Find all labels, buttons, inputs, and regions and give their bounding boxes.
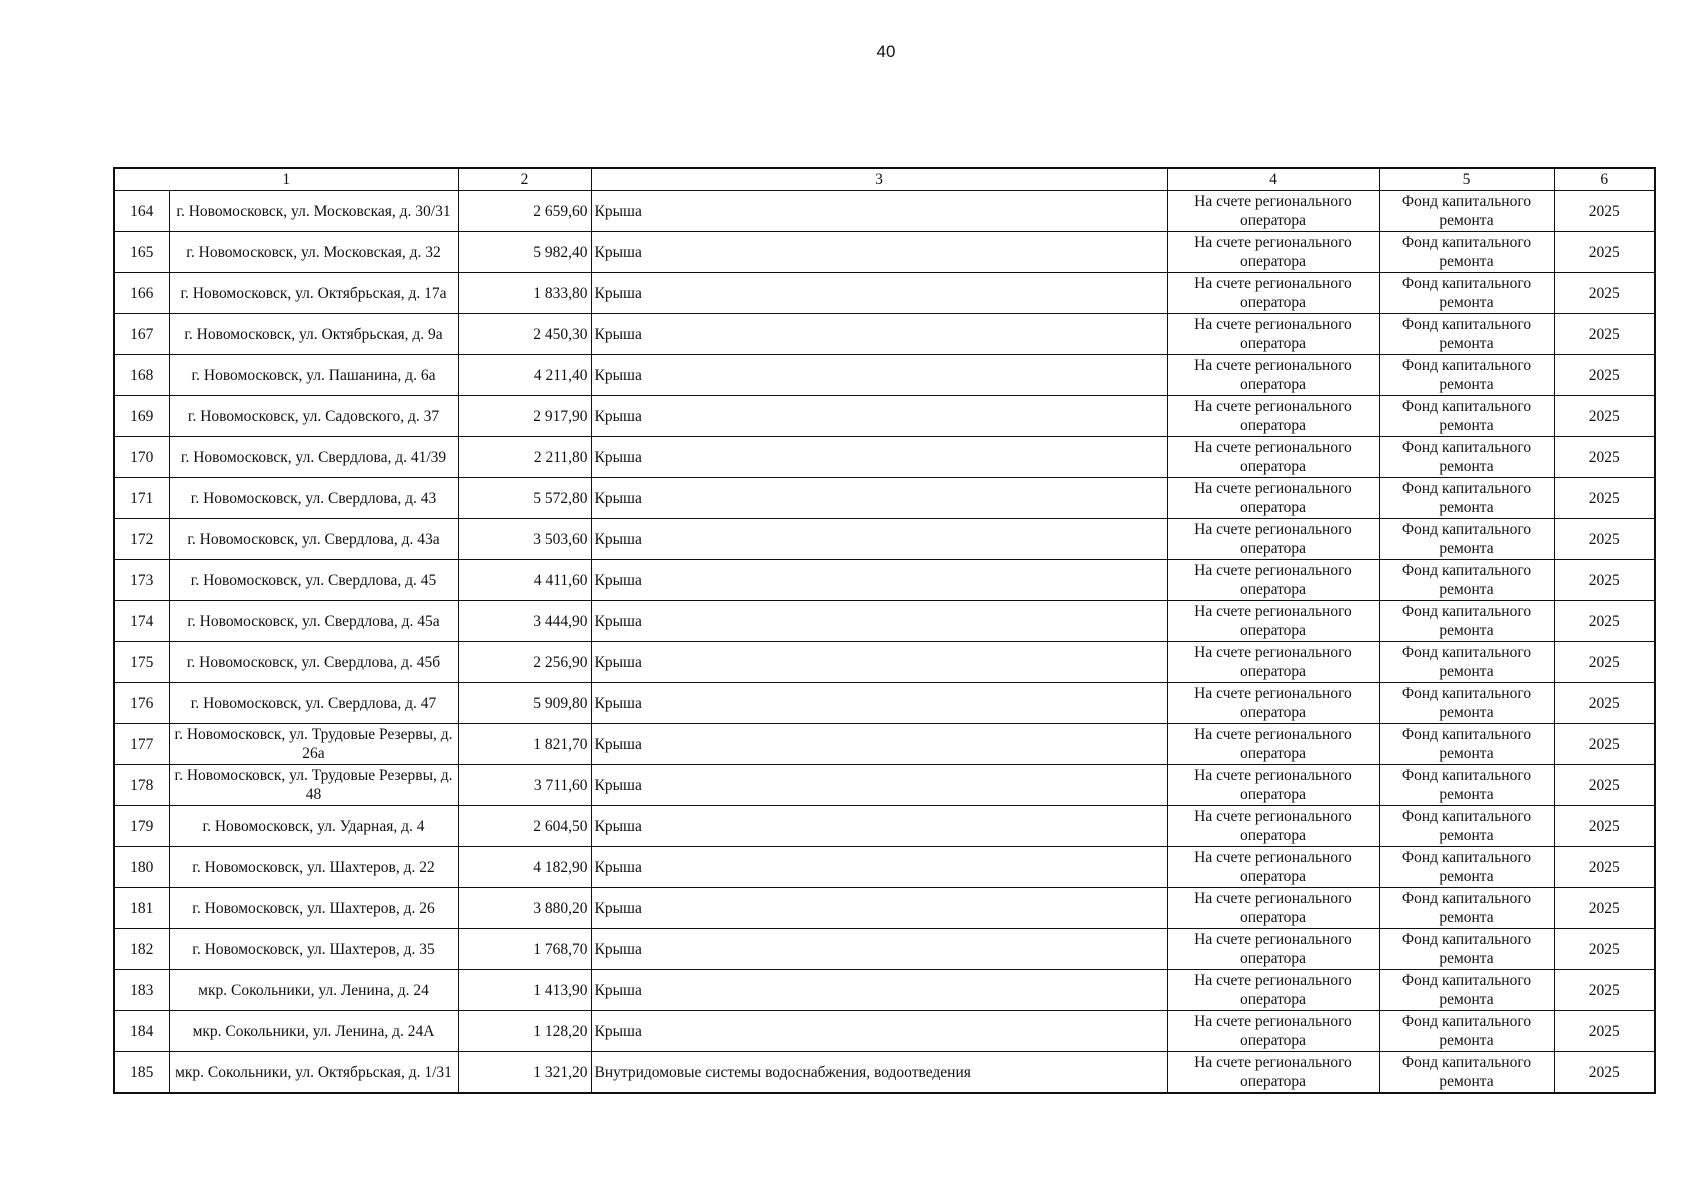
area-cell: 3 711,60 (458, 765, 591, 806)
area-cell: 2 211,80 (458, 437, 591, 478)
account-cell: На счете регионального оператора (1167, 232, 1379, 273)
table-row (114, 355, 1655, 396)
row-number-cell: 171 (114, 478, 169, 519)
account-cell: На счете регионального оператора (1167, 847, 1379, 888)
address-cell: г. Новомосковск, ул. Свердлова, д. 47 (169, 683, 458, 724)
address-cell: мкр. Сокольники, ул. Ленина, д. 24А (169, 1011, 458, 1052)
work-type-cell: Внутридомовые системы водоснабжения, водоотведения (591, 1052, 1167, 1094)
address-cell: г. Новомосковск, ул. Московская, д. 32 (169, 232, 458, 273)
year-cell: 2025 (1554, 683, 1655, 724)
table-row (114, 437, 1655, 478)
fund-cell: Фонд капитального ремонта (1379, 1011, 1554, 1052)
account-cell: На счете регионального оператора (1167, 396, 1379, 437)
area-cell: 5 909,80 (458, 683, 591, 724)
account-cell: На счете регионального оператора (1167, 724, 1379, 765)
work-type-cell: Крыша (591, 601, 1167, 642)
fund-cell: Фонд капитального ремонта (1379, 273, 1554, 314)
table-row (114, 601, 1655, 642)
year-cell: 2025 (1554, 724, 1655, 765)
fund-cell: Фонд капитального ремонта (1379, 683, 1554, 724)
row-number-cell: 166 (114, 273, 169, 314)
row-number-cell: 177 (114, 724, 169, 765)
row-number-cell: 181 (114, 888, 169, 929)
address-cell: г. Новомосковск, ул. Свердлова, д. 45а (169, 601, 458, 642)
account-cell: На счете регионального оператора (1167, 355, 1379, 396)
table-row (114, 765, 1655, 806)
work-type-cell: Крыша (591, 478, 1167, 519)
area-cell: 4 411,60 (458, 560, 591, 601)
area-cell: 2 917,90 (458, 396, 591, 437)
address-cell: г. Новомосковск, ул. Свердлова, д. 43а (169, 519, 458, 560)
fund-cell: Фонд капитального ремонта (1379, 191, 1554, 232)
header-col-2: 2 (458, 168, 591, 191)
year-cell: 2025 (1554, 478, 1655, 519)
address-cell: г. Новомосковск, ул. Свердлова, д. 45 (169, 560, 458, 601)
row-number-cell: 179 (114, 806, 169, 847)
work-type-cell: Крыша (591, 683, 1167, 724)
work-type-cell: Крыша (591, 888, 1167, 929)
work-type-cell: Крыша (591, 929, 1167, 970)
row-number-cell: 164 (114, 191, 169, 232)
address-cell: г. Новомосковск, ул. Ударная, д. 4 (169, 806, 458, 847)
work-type-cell: Крыша (591, 970, 1167, 1011)
table-row (114, 191, 1655, 232)
area-cell: 2 256,90 (458, 642, 591, 683)
work-type-cell: Крыша (591, 355, 1167, 396)
address-cell: г. Новомосковск, ул. Пашанина, д. 6а (169, 355, 458, 396)
header-col-5: 5 (1379, 168, 1554, 191)
year-cell: 2025 (1554, 437, 1655, 478)
address-cell: г. Новомосковск, ул. Трудовые Резервы, д. 26а (169, 724, 458, 765)
row-number-cell: 183 (114, 970, 169, 1011)
row-number-cell: 184 (114, 1011, 169, 1052)
year-cell: 2025 (1554, 888, 1655, 929)
fund-cell: Фонд капитального ремонта (1379, 888, 1554, 929)
account-cell: На счете регионального оператора (1167, 683, 1379, 724)
work-type-cell: Крыша (591, 437, 1167, 478)
header-col-1: 1 (114, 168, 458, 191)
address-cell: г. Новомосковск, ул. Свердлова, д. 41/39 (169, 437, 458, 478)
work-type-cell: Крыша (591, 806, 1167, 847)
year-cell: 2025 (1554, 232, 1655, 273)
work-type-cell: Крыша (591, 396, 1167, 437)
year-cell: 2025 (1554, 601, 1655, 642)
account-cell: На счете регионального оператора (1167, 437, 1379, 478)
row-number-cell: 168 (114, 355, 169, 396)
account-cell: На счете регионального оператора (1167, 1011, 1379, 1052)
address-cell: г. Новомосковск, ул. Московская, д. 30/31 (169, 191, 458, 232)
address-cell: мкр. Сокольники, ул. Октябрьская, д. 1/31 (169, 1052, 458, 1094)
row-number-cell: 185 (114, 1052, 169, 1094)
year-cell: 2025 (1554, 560, 1655, 601)
table-row (114, 929, 1655, 970)
work-type-cell: Крыша (591, 1011, 1167, 1052)
work-type-cell: Крыша (591, 232, 1167, 273)
fund-cell: Фонд капитального ремонта (1379, 355, 1554, 396)
table-row (114, 847, 1655, 888)
table-body (114, 191, 1655, 1094)
work-type-cell: Крыша (591, 847, 1167, 888)
year-cell: 2025 (1554, 929, 1655, 970)
work-type-cell: Крыша (591, 191, 1167, 232)
year-cell: 2025 (1554, 970, 1655, 1011)
address-cell: г. Новомосковск, ул. Свердлова, д. 45б (169, 642, 458, 683)
year-cell: 2025 (1554, 765, 1655, 806)
account-cell: На счете регионального оператора (1167, 642, 1379, 683)
table-row (114, 1052, 1655, 1094)
address-cell: г. Новомосковск, ул. Шахтеров, д. 22 (169, 847, 458, 888)
address-cell: г. Новомосковск, ул. Октябрьская, д. 17а (169, 273, 458, 314)
year-cell: 2025 (1554, 847, 1655, 888)
row-number-cell: 178 (114, 765, 169, 806)
row-number-cell: 167 (114, 314, 169, 355)
address-cell: г. Новомосковск, ул. Трудовые Резервы, д. 48 (169, 765, 458, 806)
fund-cell: Фонд капитального ремонта (1379, 601, 1554, 642)
fund-cell: Фонд капитального ремонта (1379, 724, 1554, 765)
fund-cell: Фонд капитального ремонта (1379, 396, 1554, 437)
table-row (114, 888, 1655, 929)
table-row (114, 560, 1655, 601)
fund-cell: Фонд капитального ремонта (1379, 765, 1554, 806)
fund-cell: Фонд капитального ремонта (1379, 478, 1554, 519)
account-cell: На счете регионального оператора (1167, 1052, 1379, 1094)
year-cell: 2025 (1554, 191, 1655, 232)
fund-cell: Фонд капитального ремонта (1379, 929, 1554, 970)
work-type-cell: Крыша (591, 519, 1167, 560)
fund-cell: Фонд капитального ремонта (1379, 519, 1554, 560)
header-row (114, 168, 1655, 191)
year-cell: 2025 (1554, 396, 1655, 437)
table-row (114, 642, 1655, 683)
fund-cell: Фонд капитального ремонта (1379, 232, 1554, 273)
row-number-cell: 170 (114, 437, 169, 478)
address-cell: г. Новомосковск, ул. Шахтеров, д. 26 (169, 888, 458, 929)
fund-cell: Фонд капитального ремонта (1379, 437, 1554, 478)
header-col-6: 6 (1554, 168, 1655, 191)
table-row (114, 314, 1655, 355)
year-cell: 2025 (1554, 1011, 1655, 1052)
row-number-cell: 176 (114, 683, 169, 724)
area-cell: 5 982,40 (458, 232, 591, 273)
area-cell: 4 211,40 (458, 355, 591, 396)
table-row (114, 478, 1655, 519)
account-cell: На счете регионального оператора (1167, 929, 1379, 970)
table-row (114, 273, 1655, 314)
fund-cell: Фонд капитального ремонта (1379, 314, 1554, 355)
work-type-cell: Крыша (591, 314, 1167, 355)
year-cell: 2025 (1554, 642, 1655, 683)
header-col-4: 4 (1167, 168, 1379, 191)
row-number-cell: 175 (114, 642, 169, 683)
capital-repair-table (113, 167, 1656, 1094)
area-cell: 3 444,90 (458, 601, 591, 642)
page-number: 40 (876, 42, 896, 61)
account-cell: На счете регионального оператора (1167, 888, 1379, 929)
year-cell: 2025 (1554, 519, 1655, 560)
year-cell: 2025 (1554, 273, 1655, 314)
area-cell: 1 128,20 (458, 1011, 591, 1052)
address-cell: г. Новомосковск, ул. Шахтеров, д. 35 (169, 929, 458, 970)
table-row (114, 683, 1655, 724)
account-cell: На счете регионального оператора (1167, 314, 1379, 355)
table-row (114, 396, 1655, 437)
account-cell: На счете регионального оператора (1167, 806, 1379, 847)
fund-cell: Фонд капитального ремонта (1379, 642, 1554, 683)
row-number-cell: 173 (114, 560, 169, 601)
row-number-cell: 174 (114, 601, 169, 642)
table-row (114, 519, 1655, 560)
area-cell: 1 833,80 (458, 273, 591, 314)
year-cell: 2025 (1554, 355, 1655, 396)
work-type-cell: Крыша (591, 273, 1167, 314)
work-type-cell: Крыша (591, 724, 1167, 765)
row-number-cell: 172 (114, 519, 169, 560)
area-cell: 1 821,70 (458, 724, 591, 765)
work-type-cell: Крыша (591, 765, 1167, 806)
area-cell: 4 182,90 (458, 847, 591, 888)
area-cell: 1 768,70 (458, 929, 591, 970)
area-cell: 3 503,60 (458, 519, 591, 560)
account-cell: На счете регионального оператора (1167, 478, 1379, 519)
account-cell: На счете регионального оператора (1167, 191, 1379, 232)
account-cell: На счете регионального оператора (1167, 601, 1379, 642)
table-row (114, 232, 1655, 273)
account-cell: На счете регионального оператора (1167, 273, 1379, 314)
work-type-cell: Крыша (591, 642, 1167, 683)
area-cell: 3 880,20 (458, 888, 591, 929)
account-cell: На счете регионального оператора (1167, 765, 1379, 806)
row-number-cell: 165 (114, 232, 169, 273)
address-cell: г. Новомосковск, ул. Октябрьская, д. 9а (169, 314, 458, 355)
fund-cell: Фонд капитального ремонта (1379, 847, 1554, 888)
year-cell: 2025 (1554, 314, 1655, 355)
account-cell: На счете регионального оператора (1167, 519, 1379, 560)
table-row (114, 1011, 1655, 1052)
address-cell: г. Новомосковск, ул. Свердлова, д. 43 (169, 478, 458, 519)
fund-cell: Фонд капитального ремонта (1379, 806, 1554, 847)
year-cell: 2025 (1554, 1052, 1655, 1094)
fund-cell: Фонд капитального ремонта (1379, 970, 1554, 1011)
table-row (114, 806, 1655, 847)
account-cell: На счете регионального оператора (1167, 970, 1379, 1011)
address-cell: мкр. Сокольники, ул. Ленина, д. 24 (169, 970, 458, 1011)
area-cell: 1 321,20 (458, 1052, 591, 1094)
fund-cell: Фонд капитального ремонта (1379, 560, 1554, 601)
header-col-3: 3 (591, 168, 1167, 191)
row-number-cell: 182 (114, 929, 169, 970)
table-row (114, 724, 1655, 765)
account-cell: На счете регионального оператора (1167, 560, 1379, 601)
table-row (114, 970, 1655, 1011)
area-cell: 2 450,30 (458, 314, 591, 355)
table-header (114, 168, 1655, 191)
area-cell: 2 604,50 (458, 806, 591, 847)
address-cell: г. Новомосковск, ул. Садовского, д. 37 (169, 396, 458, 437)
year-cell: 2025 (1554, 806, 1655, 847)
area-cell: 5 572,80 (458, 478, 591, 519)
area-cell: 1 413,90 (458, 970, 591, 1011)
area-cell: 2 659,60 (458, 191, 591, 232)
row-number-cell: 169 (114, 396, 169, 437)
work-type-cell: Крыша (591, 560, 1167, 601)
fund-cell: Фонд капитального ремонта (1379, 1052, 1554, 1094)
row-number-cell: 180 (114, 847, 169, 888)
